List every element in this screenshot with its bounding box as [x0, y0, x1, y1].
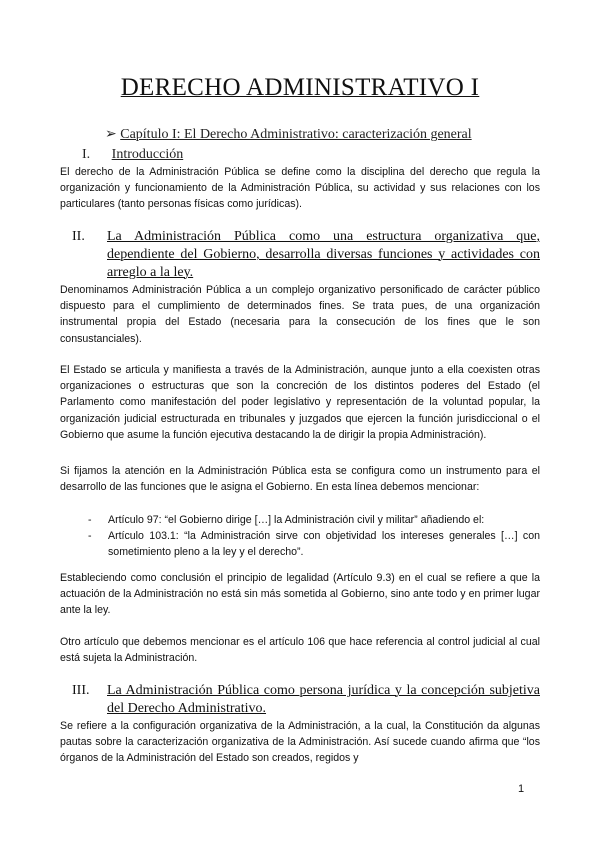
document-title: DERECHO ADMINISTRATIVO I [120, 74, 480, 101]
paragraph: El derecho de la Administración Pública se define como la disciplina del derecho que regula la organización y funcionamiento de la Administración Pública, su actividad y sus relaciones con los particulares (tanto personas físicas como jurídicas). [60, 166, 540, 211]
section-heading-1 [82, 147, 183, 163]
list-item-text: Artículo 103.1: “la Administración sirve con objetividad los intereses generales […] con sometimiento pleno a la ley y el derecho”. [108, 530, 540, 559]
section-title: Introducción [111, 147, 184, 162]
list-item [60, 528, 540, 560]
section-number: I. [82, 147, 91, 162]
dash-bullet: - [88, 514, 92, 526]
paragraph: Denominamos Administración Pública a un complejo organizativo personificado de carácter público dispuesto para el cumplimiento de determinados fines. Se trata pues, de una organización instrumental propia del Estado (necesaria para la consecución de los fines que le son consustanciales). [60, 284, 540, 345]
dash-bullet: - [88, 530, 92, 543]
paragraph: Si fijamos la atención en la Administración Pública esta se configura como un instrumento para el desarrollo de las funciones que le asigna el Gobierno. En esta línea debemos mencionar: [60, 465, 540, 494]
arrow-bullet-icon: ➢ [105, 127, 117, 142]
list-item-text: Artículo 97: “el Gobierno dirige […] la Administración civil y militar” añadiendo el: [108, 514, 485, 526]
section-title: La Administración Pública como una estructura organizativa que, dependiente del Gobierno, desarrolla diversas funciones y actividades con arreglo a la ley. [107, 229, 540, 280]
chapter-heading [105, 126, 472, 143]
paragraph: Otro artículo que debemos mencionar es el artículo 106 que hace referencia al control judicial al cual está sujeta la Administración. [60, 636, 540, 665]
section-heading-2 [72, 228, 540, 282]
page-number: 1 [518, 783, 525, 795]
section-title: La Administración Pública como persona jurídica y la concepción subjetiva del Derecho Administrativo. [107, 683, 540, 716]
paragraph: Se refiere a la configuración organizativa de la Administración, a la cual, la Constitución da algunas pautas sobre la caracterización organizativa de la Administración. Así sucede cuando afirma que “los órganos de la Administración del Estado son creados, regidos y [60, 720, 540, 765]
paragraph: El Estado se articula y manifiesta a través de la Administración, aunque junto a ella coexisten otras organizaciones o estructuras que son la concreción de los distintos poderes del Estado (el Parlamento como manifestación del poder legislativo y representación de la voluntad popular, la organización judicial estructurada en tribunales y juzgados que ejercen la función jurisdiccional o el Gobierno que asume la función ejecutiva destacando la de dirigir la propia Administración). [60, 364, 540, 441]
section-number: II. [72, 229, 85, 244]
paragraph: Estableciendo como conclusión el principio de legalidad (Artículo 9.3) en el cual se refiere a que la actuación de la Administración no está sin más sometida al Gobierno, sino ante todo y en primer lugar ante la ley. [60, 572, 540, 617]
section-heading-3 [72, 682, 540, 718]
article-list [60, 512, 540, 561]
section-number: III. [72, 683, 90, 698]
chapter-label: Capítulo I: El Derecho Administrativo: caracterización general [120, 127, 472, 142]
list-item [60, 512, 540, 528]
